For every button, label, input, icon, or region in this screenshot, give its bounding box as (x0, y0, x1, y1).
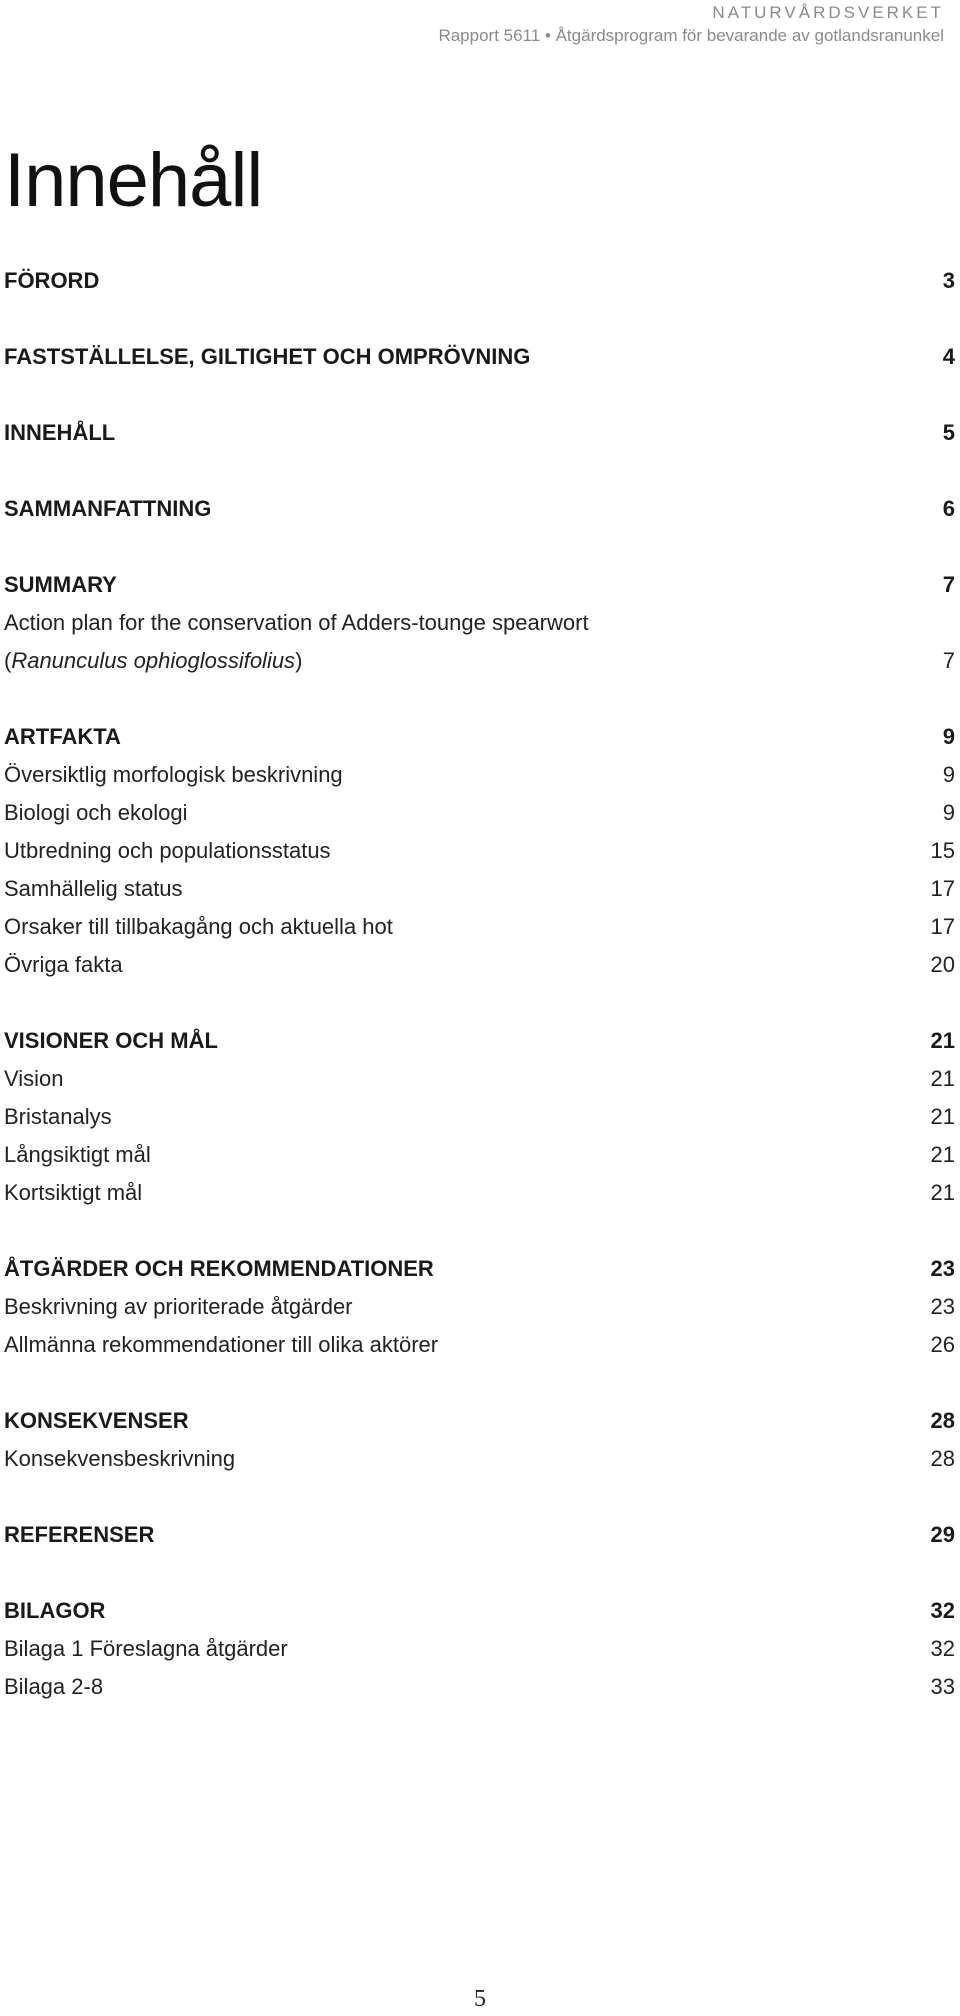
toc-entry[interactable] (4, 1440, 955, 1478)
species-name: Ranunculus ophioglossifolius (11, 648, 296, 673)
toc-entry-label: Bilaga 1 Föreslagna åtgärder (4, 1636, 288, 1661)
page-number: 5 (474, 1986, 486, 2012)
toc-section-atgarder (4, 1250, 955, 1364)
toc-section-referenser (4, 1516, 955, 1554)
toc-page-number: 28 (930, 1408, 955, 1433)
toc-entry[interactable] (4, 1288, 955, 1326)
toc-heading[interactable] (4, 262, 955, 300)
toc-page-number: 3 (942, 268, 955, 293)
toc-heading[interactable] (4, 1250, 955, 1288)
paren-open: ( (4, 648, 12, 673)
toc-heading[interactable] (4, 1592, 955, 1630)
page-title: Innehåll (4, 138, 263, 223)
toc-entry-label: Kortsiktigt mål (4, 1180, 143, 1205)
toc-section-artfakta (4, 718, 955, 984)
toc-heading-label: ARTFAKTA (4, 724, 121, 749)
toc-entry[interactable] (4, 1326, 955, 1364)
toc-heading-label: REFERENSER (4, 1522, 155, 1547)
toc-entry[interactable] (4, 946, 955, 984)
toc-page-number: 33 (930, 1674, 955, 1699)
toc-section-foreword (4, 262, 955, 300)
toc-heading[interactable] (4, 1402, 955, 1440)
toc-entry[interactable] (4, 1136, 955, 1174)
toc-heading-label: BILAGOR (4, 1598, 106, 1623)
toc-page-number: 20 (930, 952, 955, 977)
toc-page-number: 17 (930, 914, 955, 939)
report-line: Rapport 5611 • Åtgärdsprogram för bevarande av gotlandsranunkel (438, 26, 944, 45)
toc-heading-label: ÅTGÄRDER OCH REKOMMENDATIONER (4, 1256, 434, 1281)
toc-entry-label: Långsiktigt mål (4, 1142, 151, 1167)
toc-page-number: 21 (930, 1104, 955, 1129)
toc-page-number: 23 (930, 1294, 955, 1319)
toc-entry[interactable] (4, 1174, 955, 1212)
toc-entry[interactable] (4, 1060, 955, 1098)
toc-entry-label (4, 642, 302, 680)
toc-entry[interactable] (4, 1098, 955, 1136)
agency-name: NATURVÅRDSVERKET (712, 3, 944, 22)
toc-page-number: 28 (930, 1446, 955, 1471)
toc-page-number: 26 (930, 1332, 955, 1357)
toc-heading[interactable] (4, 1516, 955, 1554)
toc-entry-label: Konsekvensbeskrivning (4, 1446, 236, 1471)
toc-entry[interactable] (4, 832, 955, 870)
toc-entry[interactable] (4, 908, 955, 946)
paren-close: ) (295, 648, 303, 673)
toc-entry[interactable] (4, 1668, 955, 1706)
toc-page-number: 9 (942, 762, 955, 787)
toc-entry[interactable] (4, 794, 955, 832)
toc-entry[interactable] (4, 870, 955, 908)
toc-entry[interactable] (4, 756, 955, 794)
toc-section-contents (4, 414, 955, 452)
toc-page-number: 21 (930, 1142, 955, 1167)
toc-heading-label: FASTSTÄLLELSE, GILTIGHET OCH OMPRÖVNING (4, 344, 531, 369)
toc-heading[interactable] (4, 490, 955, 528)
toc-page-number: 5 (942, 420, 955, 445)
running-header (438, 0, 944, 48)
toc-entry-label: Vision (4, 1066, 64, 1091)
toc-entry[interactable] (4, 604, 955, 642)
toc-heading-label: SAMMANFATTNING (4, 496, 212, 521)
toc-heading[interactable] (4, 414, 955, 452)
toc-entry[interactable] (4, 642, 955, 680)
toc-page-number: 9 (942, 800, 955, 825)
toc-entry-label: Övriga fakta (4, 952, 123, 977)
toc-entry[interactable] (4, 1630, 955, 1668)
toc-page-number: 23 (930, 1256, 955, 1281)
toc-entry-label: Översiktlig morfologisk beskrivning (4, 762, 343, 787)
toc-page-number: 4 (942, 344, 955, 369)
toc-entry-label: Beskrivning av prioriterade åtgärder (4, 1294, 353, 1319)
toc-section-konsekvenser (4, 1402, 955, 1478)
toc-page-number: 6 (942, 496, 955, 521)
toc-heading-label: VISIONER OCH MÅL (4, 1028, 218, 1053)
toc-section-summary-sv (4, 490, 955, 528)
toc-entry-label: Action plan for the conservation of Adders-tounge spearwort (4, 610, 589, 635)
toc-entry-label: Orsaker till tillbakagång och aktuella hot (4, 914, 393, 939)
toc-page-number: 17 (930, 876, 955, 901)
toc-heading[interactable] (4, 566, 955, 604)
toc-page-number: 32 (930, 1598, 955, 1623)
toc-entry-label: Samhällelig status (4, 876, 183, 901)
toc-page-number: 7 (942, 572, 955, 597)
toc-page-number: 21 (930, 1066, 955, 1091)
toc-page-number: 7 (942, 648, 955, 673)
toc-page-number: 32 (930, 1636, 955, 1661)
toc-page-number: 21 (930, 1028, 955, 1053)
toc-page-number: 29 (930, 1522, 955, 1547)
toc-heading-label: FÖRORD (4, 268, 100, 293)
toc-entry-label: Utbredning och populationsstatus (4, 838, 331, 863)
toc-heading-label: INNEHÅLL (4, 420, 116, 445)
toc-section-bilagor (4, 1592, 955, 1706)
toc-heading[interactable] (4, 718, 955, 756)
toc-heading-label: SUMMARY (4, 572, 117, 597)
toc-section-adoption (4, 338, 955, 376)
toc-page-number: 21 (930, 1180, 955, 1205)
toc-heading[interactable] (4, 1022, 955, 1060)
toc-entry-label: Allmänna rekommendationer till olika aktörer (4, 1332, 439, 1357)
toc-section-visioner (4, 1022, 955, 1212)
toc-entry-label: Bristanalys (4, 1104, 112, 1129)
toc-page-number: 9 (942, 724, 955, 749)
toc-section-summary (4, 566, 955, 680)
toc-entry-label: Biologi och ekologi (4, 800, 188, 825)
table-of-contents (4, 262, 955, 1744)
toc-page-number: 15 (930, 838, 955, 863)
toc-heading[interactable] (4, 338, 955, 376)
toc-entry-label: Bilaga 2-8 (4, 1674, 104, 1699)
toc-heading-label: KONSEKVENSER (4, 1408, 189, 1433)
